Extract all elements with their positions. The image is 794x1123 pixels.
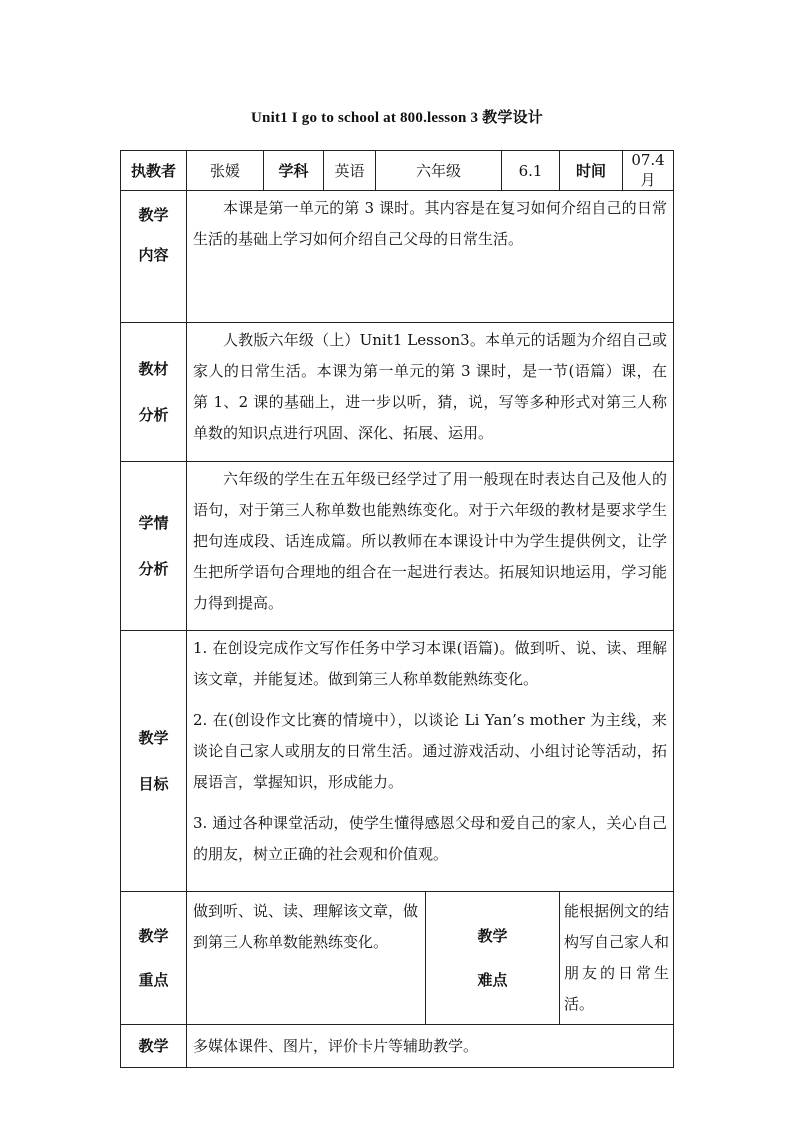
lesson-plan-table [120, 150, 674, 1068]
content-row [121, 191, 674, 323]
difficulty-label-line2: 难点 [477, 971, 508, 989]
method-cell [187, 1025, 674, 1068]
method-text: 多媒体课件、图片，评价卡片等辅助教学。 [193, 1036, 479, 1055]
key-label-line2: 重点 [138, 971, 169, 989]
material-row [121, 323, 674, 462]
subject-label: 学科 [264, 151, 324, 191]
goals-label-line1: 教学 [138, 729, 169, 747]
student-row [121, 462, 674, 631]
key-label-line1: 教学 [138, 927, 169, 945]
difficulty-label [426, 892, 560, 1025]
teacher-name: 张媛 [187, 151, 264, 191]
goals-label-line2: 目标 [138, 775, 169, 793]
material-text: 人教版六年级（上）Unit1 Lesson3。本单元的话题为介绍自己或家人的日常生活。本课为第一单元的第 3 课时，是一节(语篇）课，在第 1、2 课的基础上，进一步以听，猜，说，写等多种形式对第三人称单数的知识点进行巩固、深化、拓展、运用。 [193, 331, 668, 442]
teacher-label: 执教者 [121, 151, 187, 191]
key-text: 做到听、说、读、理解该文章，做到第三人称单数能熟练变化。 [193, 902, 419, 951]
goals-cell [187, 631, 674, 892]
content-label [121, 191, 187, 323]
material-label [121, 323, 187, 462]
goal-item-2: 2. 在(创设作文比赛的情境中），以谈论 Li Yan’s mother 为主线，来谈论自己家人或朋友的日常生活。通过游戏活动、小组讨论等活动，拓展语言，掌握知识，形成能力。 [193, 711, 668, 791]
goals-list [187, 631, 673, 872]
content-label-line1: 教学 [138, 206, 169, 224]
goals-row [121, 631, 674, 892]
time-value: 07.4 月 [623, 151, 674, 191]
content-cell [187, 191, 674, 323]
difficulty-cell [560, 892, 674, 1025]
header-row [121, 151, 674, 191]
goals-label [121, 631, 187, 892]
material-cell [187, 323, 674, 462]
student-text: 六年级的学生在五年级已经学过了用一般现在时表达自己及他人的语句，对于第三人称单数也能熟练变化。对于六年级的教材是要求学生把句连成段、话连成篇。所以教师在本课设计中为学生提供例文，让学生把所学语句合理地的组合在一起进行表达。拓展知识地运用，学习能力得到提高。 [193, 470, 668, 612]
method-row [121, 1025, 674, 1068]
material-label-line2: 分析 [138, 406, 169, 424]
unit-code: 6.1 [502, 151, 560, 191]
student-cell [187, 462, 674, 631]
key-label [121, 892, 187, 1025]
difficulty-text: 能根据例文的结构写自己家人和朋友的日常生活。 [564, 902, 670, 1013]
student-label-line1: 学情 [138, 514, 169, 532]
student-label-line2: 分析 [138, 560, 169, 578]
grade-value: 六年级 [376, 151, 502, 191]
key-difficulty-row [121, 892, 674, 1025]
goal-item-3: 3. 通过各种课堂活动，使学生懂得感恩父母和爱自己的家人，关心自己的朋友，树立正确的社会观和价值观。 [193, 814, 668, 863]
subject-value: 英语 [324, 151, 376, 191]
content-text: 本课是第一单元的第 3 课时。其内容是在复习如何介绍自己的日常生活的基础上学习如何介绍自己父母的日常生活。 [193, 199, 668, 248]
goal-item-1: 1. 在创设完成作文写作任务中学习本课(语篇)。做到听、说、读、理解该文章，并能复述。做到第三人称单数能熟练变化。 [193, 639, 668, 688]
key-cell [187, 892, 426, 1025]
method-label: 教学 [121, 1025, 187, 1068]
document-title: Unit1 I go to school at 800.lesson 3 教学设计 [251, 110, 543, 126]
difficulty-label-line1: 教学 [477, 927, 508, 945]
student-label [121, 462, 187, 631]
content-label-line2: 内容 [138, 246, 169, 264]
time-label: 时间 [560, 151, 623, 191]
material-label-line1: 教材 [138, 360, 169, 378]
